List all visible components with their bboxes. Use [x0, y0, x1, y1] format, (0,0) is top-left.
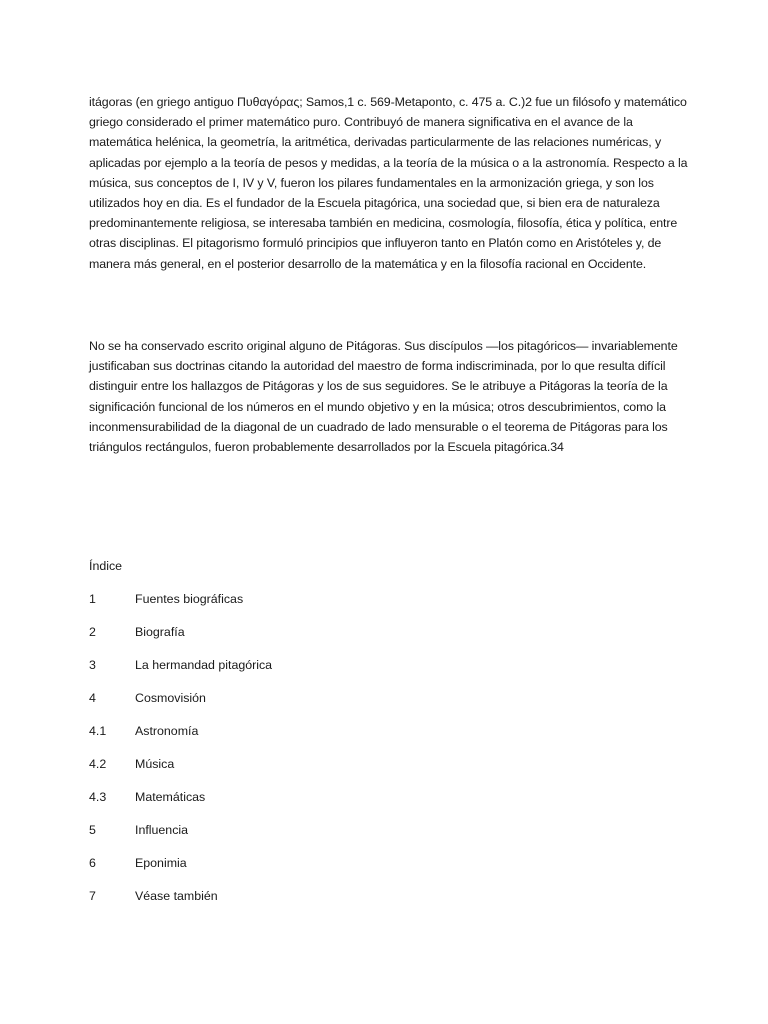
toc-number: 5	[89, 823, 96, 837]
toc-number: 4.2	[89, 757, 107, 771]
toc-item-biografia[interactable]	[89, 622, 272, 655]
toc-item-musica[interactable]	[89, 754, 272, 787]
paragraph-writings: No se ha conservado escrito original alguno de Pitágoras. Sus discípulos —los pitagóricos— invariablemente justificaban sus doctrinas citando la autoridad del maestro de forma indiscriminada, por lo que resulta difícil distinguir entre los hallazgos de Pitágoras y los de sus seguidores. Se le atribuye a Pitágoras la teoría de la significación funcional de los números en el mundo objetivo y en la música; otros descubrimientos, como la inconmensurabilidad de la diagonal de un cuadrado de lado mensurable o el teorema de Pitágoras para los triángulos rectángulos, fueron probablemente desarrollados por la Escuela pitagórica.34	[89, 339, 678, 455]
toc-item-matematicas[interactable]	[89, 787, 272, 820]
toc-item-cosmovision[interactable]	[89, 688, 272, 721]
toc-item-hermandad[interactable]	[89, 655, 272, 688]
toc-label: La hermandad pitagórica	[135, 658, 273, 672]
toc-number: 7	[89, 889, 96, 903]
toc-number: 4	[89, 691, 96, 705]
toc-number: 4.3	[89, 790, 107, 804]
toc-item-influencia[interactable]	[89, 820, 272, 853]
toc-label: Eponimia	[135, 856, 187, 870]
toc-label: Biografía	[135, 625, 185, 639]
index-heading: Índice	[89, 559, 123, 573]
toc-label: Astronomía	[135, 724, 199, 738]
toc-label: Influencia	[135, 823, 189, 837]
toc-label: Cosmovisión	[135, 691, 206, 705]
paragraph-intro: itágoras (en griego antiguo Πυθαγόρας; Samos,1 c. 569-Metaponto, c. 475 a. C.)2 fue un filósofo y matemático griego considerado el primer matemático puro. Contribuyó de manera significativa en el avance de la matemática helénica, la geometría, la aritmética, derivadas particularmente de las relaciones numéricas, y aplicadas por ejemplo a la teoría de pesos y medidas, a la teoría de la música o a la astronomía. Respecto a la música, sus conceptos de I, IV y V, fueron los pilares fundamentales en la armonización griega, y son los utilizados hoy en dia. Es el fundador de la Escuela pitagórica, una sociedad que, si bien era de naturaleza predominantemente religiosa, se interesaba también en medicina, cosmología, filosofía, ética y política, entre otras disciplinas. El pitagorismo formuló principios que influyeron tanto en Platón como en Aristóteles y, de manera más general, en el posterior desarrollo de la matemática y en la filosofía racional en Occidente.	[89, 95, 688, 271]
toc-item-vease-tambien[interactable]	[89, 886, 272, 919]
toc-number: 2	[89, 625, 96, 639]
toc-item-fuentes[interactable]	[89, 589, 272, 622]
toc-number: 6	[89, 856, 96, 870]
table-of-contents	[89, 589, 272, 919]
toc-label: Véase también	[135, 889, 218, 903]
toc-number: 4.1	[89, 724, 107, 738]
toc-item-eponimia[interactable]	[89, 853, 272, 886]
toc-item-astronomia[interactable]	[89, 721, 272, 754]
toc-number: 3	[89, 658, 96, 672]
toc-label: Fuentes biográficas	[135, 592, 244, 606]
toc-label: Música	[135, 757, 175, 771]
toc-number: 1	[89, 592, 96, 606]
toc-label: Matemáticas	[135, 790, 206, 804]
